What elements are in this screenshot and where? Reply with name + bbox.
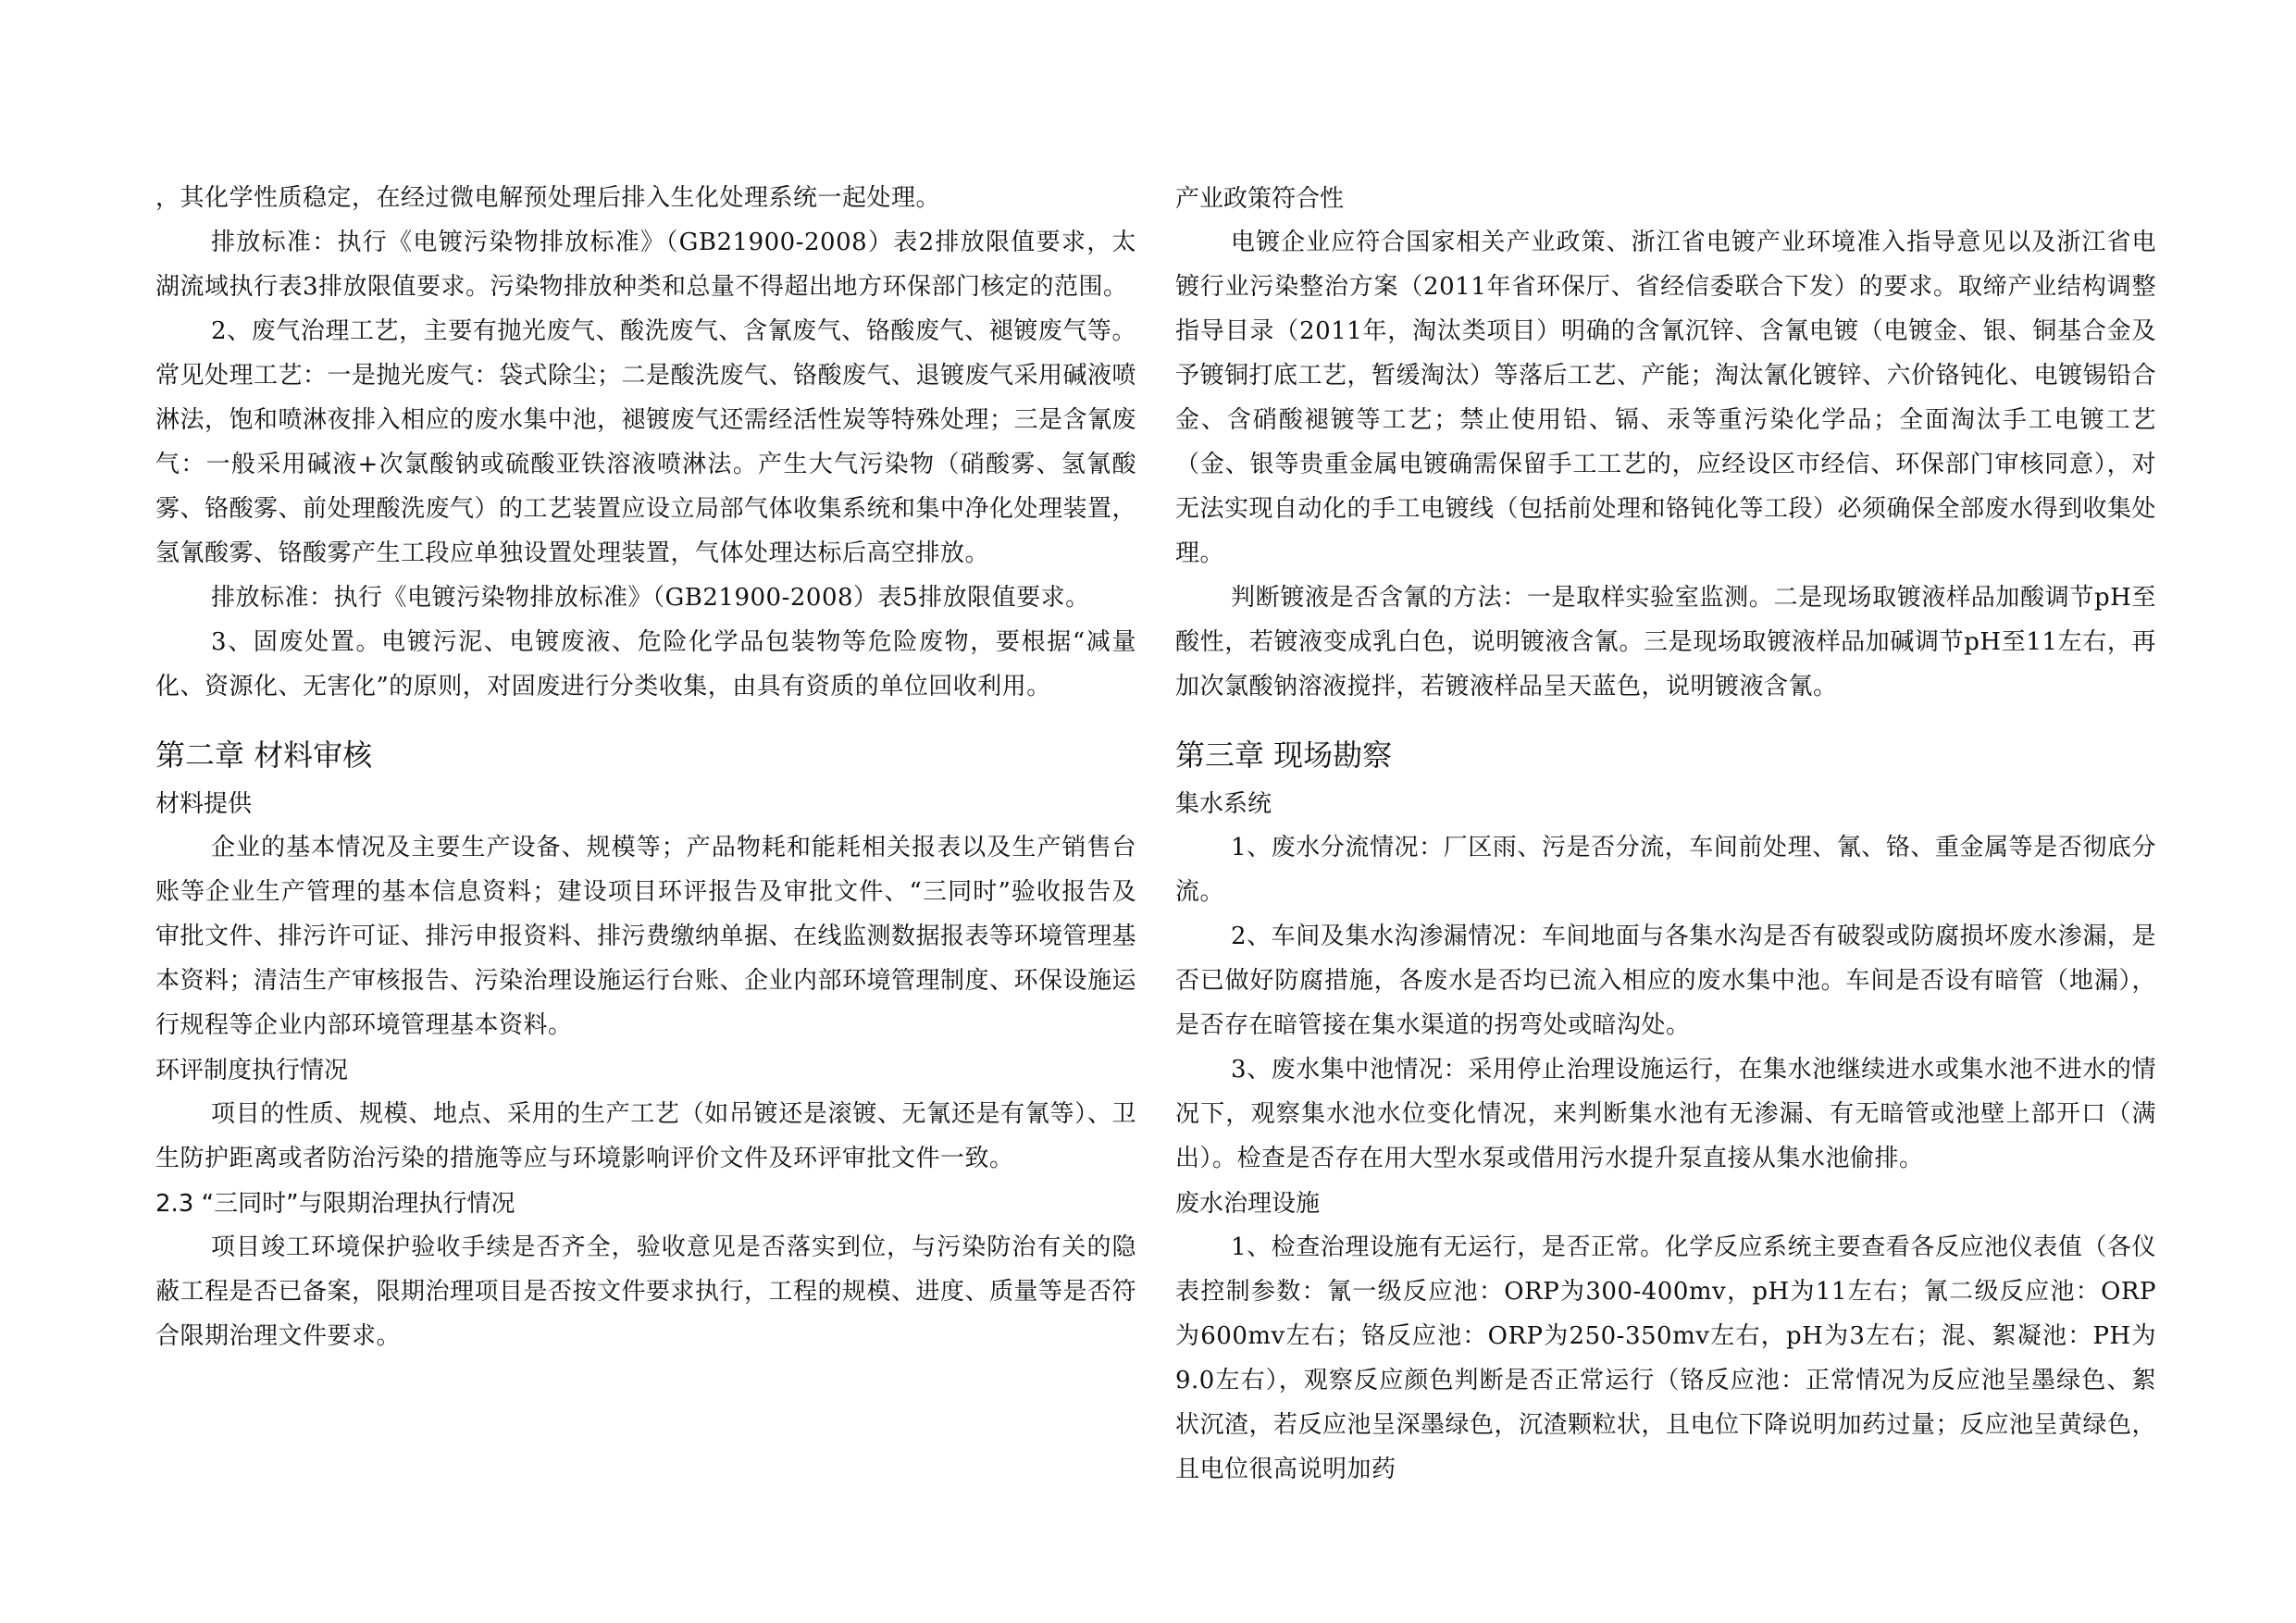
paragraph: 1、废水分流情况：厂区雨、污是否分流，车间前处理、氰、铬、重金属等是否彻底分流。: [1175, 834, 2156, 906]
chapter-heading: 第三章 现场勘察: [1175, 737, 1393, 773]
paragraph: 2、废气治理工艺，主要有抛光废气、酸洗废气、含氰废气、铬酸废气、褪镀废气等。常见处理工艺：一是抛光废气：袋式除尘；二是酸洗废气、铬酸废气、退镀废气采用碱液喷淋法，饱和喷淋夜排入相应的废水集中池，褪镀废气还需经活性炭等特殊处理；三是含氰废气：一般采用碱液+次氯酸钠或硫酸亚铁溶液喷淋法。产生大气污染物（硝酸雾、氢氰酸雾、铬酸雾、前处理酸洗废气）的工艺装置应设立局部气体收集系统和集中净化处理装置，氢氰酸雾、铬酸雾产生工段应单独设置处理装置，气体处理达标后高空排放。: [155, 317, 1137, 567]
paragraph: 电镀企业应符合国家相关产业政策、浙江省电镀产业环境准入指导意见以及浙江省电镀行业污染整治方案（2011年省环保厅、省经信委联合下发）的要求。取缔产业结构调整指导目录（2011年，淘汰类项目）明确的含氰沉锌、含氰电镀（电镀金、银、铜基合金及予镀铜打底工艺，暂缓淘汰）等落后工艺、产能；淘汰氰化镀锌、六价铬钝化、电镀锡铅合金、含硝酸褪镀等工艺；禁止使用铅、镉、汞等重污染化学品；全面淘汰手工电镀工艺（金、银等贵重金属电镀确需保留手工工艺的，应经设区市经信、环保部门审核同意），对无法实现自动化的手工电镀线（包括前处理和铬钝化等工段）必须确保全部废水得到收集处理。: [1175, 229, 2157, 567]
section-heading: 2.3 “三同时”与限期治理执行情况: [155, 1190, 515, 1218]
section-heading: 材料提供: [155, 790, 253, 818]
paragraph: 项目的性质、规模、地点、采用的生产工艺（如吊镀还是滚镀、无氰还是有氰等）、卫生防护距离或者防治污染的措施等应与环境影响评价文件及环评审批文件一致。: [155, 1100, 1136, 1172]
paragraph: ，其化学性质稳定，在经过微电解预处理后排入生化处理系统一起处理。: [155, 184, 941, 212]
paragraph: 1、检查治理设施有无运行，是否正常。化学反应系统主要查看各反应池仪表值（各仪表控制参数：氰一级反应池：ORP为300-400mv，pH为11左右；氰二级反应池：ORP为600mv左右；铬反应池：ORP为250-350mv左右，pH为3左右；混、絮凝池：PH为9.0左右），观察反应颜色判断是否正常运行（铬反应池：正常情况为反应池呈墨绿色、絮状沉渣，若反应池呈深墨绿色，沉渣颗粒状，且电位下降说明加药过量；反应池呈黄绿色，且电位很高说明加药: [1175, 1233, 2157, 1483]
paragraph: 2、车间及集水沟渗漏情况：车间地面与各集水沟是否有破裂或防腐损坏废水渗漏，是否已做好防腐措施，各废水是否均已流入相应的废水集中池。车间是否设有暗管（地漏），是否存在暗管接在集水渠道的拐弯处或暗沟处。: [1175, 923, 2156, 1039]
paragraph: 3、固废处置。电镀污泥、电镀废液、危险化学品包装物等危险废物，要根据“减量化、资源化、无害化”的原则，对固废进行分类收集，由具有资质的单位回收利用。: [155, 628, 1136, 700]
section-heading: 产业政策符合性: [1175, 185, 1345, 213]
right-column: [1175, 176, 2156, 1492]
paragraph: 3、废水集中池情况：采用停止治理设施运行，在集水池继续进水或集水池不进水的情况下，观察集水池水位变化情况，来判断集水池有无渗漏、有无暗管或池壁上部开口（满出）。检查是否存在用大型水泵或借用污水提升泵直接从集水池偷排。: [1175, 1056, 2156, 1172]
paragraph: 排放标准：执行《电镀污染物排放标准》（GB21900-2008）表2排放限值要求，太湖流域执行表3排放限值要求。污染物排放种类和总量不得超出地方环保部门核定的范围。: [155, 229, 1136, 301]
section-heading: 集水系统: [1175, 790, 1272, 818]
section-heading: 环评制度执行情况: [155, 1057, 349, 1084]
paragraph: 判断镀液是否含氰的方法：一是取样实验室监测。二是现场取镀液样品加酸调节pH至酸性，若镀液变成乳白色，说明镀液含氰。三是现场取镀液样品加碱调节pH至11左右，再加次氯酸钠溶液搅拌，若镀液样品呈天蓝色，说明镀液含氰。: [1175, 584, 2156, 700]
paragraph: 排放标准：执行《电镀污染物排放标准》（GB21900-2008）表5排放限值要求。: [211, 584, 1090, 612]
paragraph: 企业的基本情况及主要生产设备、规模等；产品物耗和能耗相关报表以及生产销售台账等企业生产管理的基本信息资料；建设项目环评报告及审批文件、“三同时”验收报告及审批文件、排污许可证、排污申报资料、排污费缴纳单据、在线监测数据报表等环境管理基本资料；清洁生产审核报告、污染治理设施运行台账、企业内部环境管理制度、环保设施运行规程等企业内部环境管理基本资料。: [155, 834, 1137, 1039]
chapter-heading: 第二章 材料审核: [155, 737, 373, 773]
section-heading: 废水治理设施: [1175, 1190, 1321, 1218]
left-column: [155, 176, 1136, 1358]
paragraph: 项目竣工环境保护验收手续是否齐全，验收意见是否落实到位，与污染防治有关的隐蔽工程是否已备案，限期治理项目是否按文件要求执行，工程的规模、进度、质量等是否符合限期治理文件要求。: [155, 1233, 1137, 1350]
